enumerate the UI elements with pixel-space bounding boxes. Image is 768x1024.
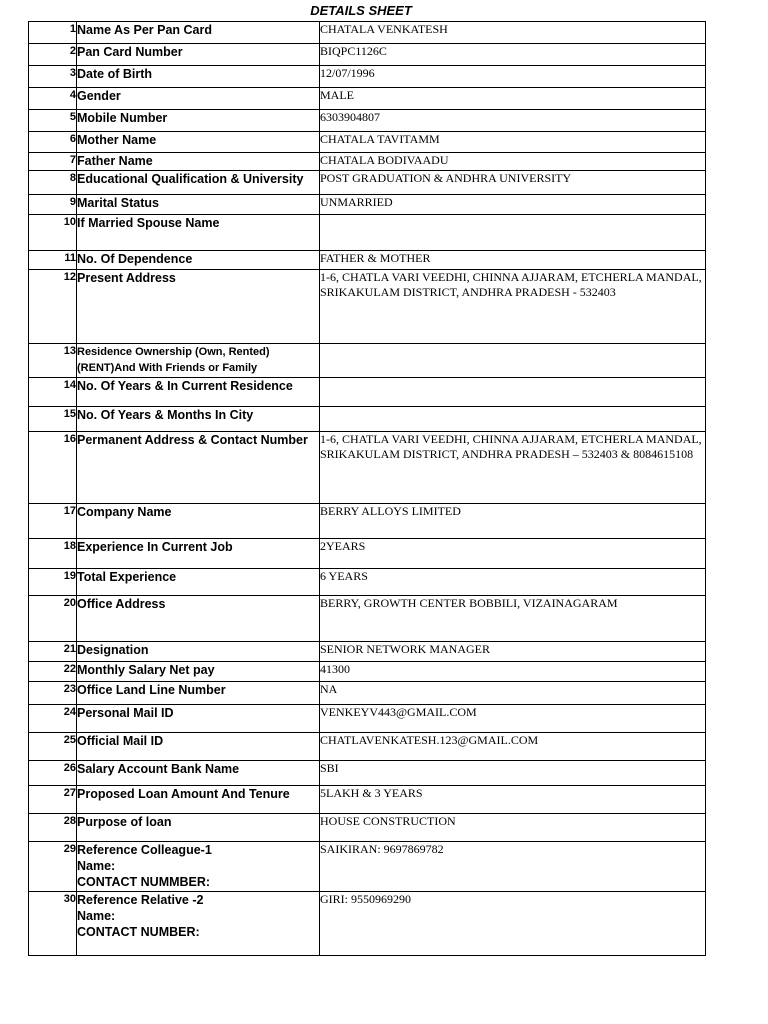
field-value: VENKEYV443@GMAIL.COM	[320, 705, 706, 733]
field-label: Personal Mail ID	[77, 705, 320, 733]
field-value: 6 YEARS	[320, 569, 706, 596]
field-value: 2YEARS	[320, 539, 706, 569]
field-value	[320, 407, 706, 432]
field-label: Mother Name	[77, 132, 320, 153]
row-number: 17	[29, 504, 77, 539]
field-value: 41300	[320, 662, 706, 682]
field-label: If Married Spouse Name	[77, 215, 320, 251]
table-row	[29, 22, 706, 44]
row-number: 16	[29, 432, 77, 504]
sheet-title: DETAILS SHEET	[310, 3, 412, 18]
row-number: 12	[29, 270, 77, 344]
field-value: 5LAKH & 3 YEARS	[320, 786, 706, 814]
field-label: Designation	[77, 642, 320, 662]
field-label: Office Land Line Number	[77, 682, 320, 705]
details-table	[28, 21, 706, 956]
table-row	[29, 44, 706, 66]
row-number: 6	[29, 132, 77, 153]
table-row	[29, 215, 706, 251]
field-value: 1-6, CHATLA VARI VEEDHI, CHINNA AJJARAM, ETCHERLA MANDAL, SRIKAKULAM DISTRICT, ANDHRA PRADESH – 532403 & 8084615108	[320, 432, 706, 504]
field-label: Permanent Address & Contact Number	[77, 432, 320, 504]
field-value	[320, 344, 706, 378]
field-label: Date of Birth	[77, 66, 320, 88]
field-label: Reference Colleague-1 Name: CONTACT NUMMBER:	[77, 842, 320, 892]
table-row	[29, 705, 706, 733]
row-number: 22	[29, 662, 77, 682]
row-number: 8	[29, 171, 77, 195]
field-label: No. Of Years & In Current Residence	[77, 378, 320, 407]
field-label: Experience In Current Job	[77, 539, 320, 569]
field-value: BERRY ALLOYS LIMITED	[320, 504, 706, 539]
field-value: UNMARRIED	[320, 195, 706, 215]
table-row	[29, 842, 706, 892]
row-number: 10	[29, 215, 77, 251]
table-row	[29, 132, 706, 153]
field-label: Present Address	[77, 270, 320, 344]
field-label: No. Of Years & Months In City	[77, 407, 320, 432]
row-number: 14	[29, 378, 77, 407]
table-row	[29, 88, 706, 110]
field-value: GIRI: 9550969290	[320, 892, 706, 956]
field-label: No. Of Dependence	[77, 251, 320, 270]
table-row	[29, 171, 706, 195]
field-value: MALE	[320, 88, 706, 110]
field-label: Proposed Loan Amount And Tenure	[77, 786, 320, 814]
field-label: Monthly Salary Net pay	[77, 662, 320, 682]
field-label: Name As Per Pan Card	[77, 22, 320, 44]
table-row	[29, 569, 706, 596]
field-label: Total Experience	[77, 569, 320, 596]
row-number: 11	[29, 251, 77, 270]
field-value: SAIKIRAN: 9697869782	[320, 842, 706, 892]
table-row	[29, 733, 706, 761]
table-row	[29, 66, 706, 88]
table-row	[29, 195, 706, 215]
field-value	[320, 378, 706, 407]
table-row	[29, 432, 706, 504]
field-label: Pan Card Number	[77, 44, 320, 66]
row-number: 26	[29, 761, 77, 786]
row-number: 30	[29, 892, 77, 956]
table-row	[29, 642, 706, 662]
table-row	[29, 539, 706, 569]
row-number: 4	[29, 88, 77, 110]
field-value: 12/07/1996	[320, 66, 706, 88]
field-label: Father Name	[77, 153, 320, 171]
field-label: Official Mail ID	[77, 733, 320, 761]
table-row	[29, 892, 706, 956]
row-number: 27	[29, 786, 77, 814]
field-label: Purpose of loan	[77, 814, 320, 842]
field-value: CHATALA TAVITAMM	[320, 132, 706, 153]
field-label: Company Name	[77, 504, 320, 539]
table-row	[29, 270, 706, 344]
field-value: CHATALA VENKATESH	[320, 22, 706, 44]
field-label: Residence Ownership (Own, Rented) (RENT)And With Friends or Family	[77, 344, 320, 378]
field-label: Office Address	[77, 596, 320, 642]
table-row	[29, 662, 706, 682]
field-label: Salary Account Bank Name	[77, 761, 320, 786]
field-value: SENIOR NETWORK MANAGER	[320, 642, 706, 662]
field-value: CHATLAVENKATESH.123@GMAIL.COM	[320, 733, 706, 761]
row-number: 7	[29, 153, 77, 171]
table-row	[29, 761, 706, 786]
table-row	[29, 110, 706, 132]
row-number: 9	[29, 195, 77, 215]
field-value: FATHER & MOTHER	[320, 251, 706, 270]
table-row	[29, 251, 706, 270]
row-number: 29	[29, 842, 77, 892]
row-number: 13	[29, 344, 77, 378]
field-value: HOUSE CONSTRUCTION	[320, 814, 706, 842]
row-number: 2	[29, 44, 77, 66]
row-number: 25	[29, 733, 77, 761]
field-value: BIQPC1126C	[320, 44, 706, 66]
field-value: CHATALA BODIVAADU	[320, 153, 706, 171]
row-number: 20	[29, 596, 77, 642]
field-value: POST GRADUATION & ANDHRA UNIVERSITY	[320, 171, 706, 195]
row-number: 5	[29, 110, 77, 132]
table-row	[29, 682, 706, 705]
field-label: Mobile Number	[77, 110, 320, 132]
field-label: Educational Qualification & University	[77, 171, 320, 195]
table-row	[29, 378, 706, 407]
field-label: Gender	[77, 88, 320, 110]
row-number: 21	[29, 642, 77, 662]
field-value	[320, 215, 706, 251]
row-number: 19	[29, 569, 77, 596]
row-number: 1	[29, 22, 77, 44]
field-value: 1-6, CHATLA VARI VEEDHI, CHINNA AJJARAM, ETCHERLA MANDAL, SRIKAKULAM DISTRICT, ANDHRA PRADESH - 532403	[320, 270, 706, 344]
row-number: 18	[29, 539, 77, 569]
field-label: Marital Status	[77, 195, 320, 215]
table-row	[29, 407, 706, 432]
row-number: 23	[29, 682, 77, 705]
field-value: BERRY, GROWTH CENTER BOBBILI, VIZAINAGARAM	[320, 596, 706, 642]
field-value: SBI	[320, 761, 706, 786]
table-row	[29, 344, 706, 378]
table-row	[29, 596, 706, 642]
row-number: 3	[29, 66, 77, 88]
table-row	[29, 504, 706, 539]
row-number: 28	[29, 814, 77, 842]
row-number: 24	[29, 705, 77, 733]
table-row	[29, 786, 706, 814]
field-label: Reference Relative -2 Name: CONTACT NUMBER:	[77, 892, 320, 956]
row-number: 15	[29, 407, 77, 432]
table-row	[29, 814, 706, 842]
field-value: 6303904807	[320, 110, 706, 132]
field-value: NA	[320, 682, 706, 705]
table-row	[29, 153, 706, 171]
